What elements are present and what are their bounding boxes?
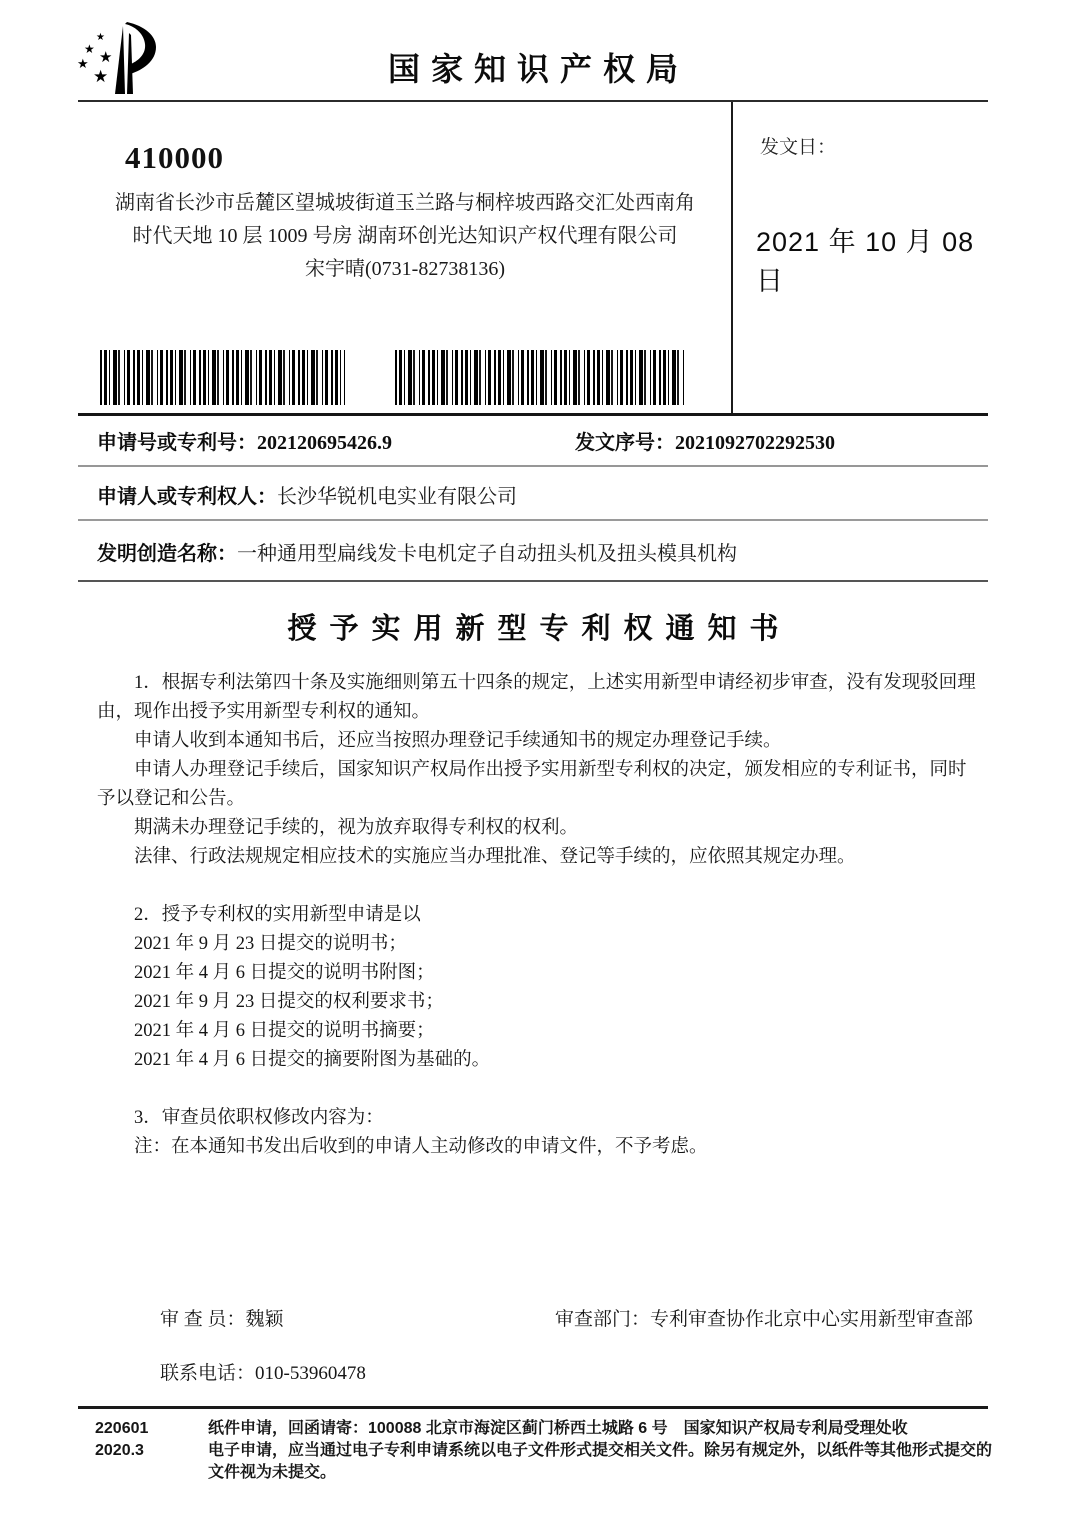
invention-title-row <box>78 523 988 582</box>
postal-code: 410000 <box>125 140 224 175</box>
body-paragraph: 法律、行政法规规定相应技术的实施应当办理批准、登记等手续的，应依照其规定办理。 <box>134 847 856 867</box>
body-paragraph: 2021 年 4 月 6 日提交的说明书附图； <box>134 963 435 983</box>
agency-title: 国家知识产权局 <box>387 51 689 87</box>
electronic-filing-note: 电子申请，应当通过电子专利申请系统以电子文件形式提交相关文件。除另有规定外，以纸件等其他形式提交的文件视为未提交。 <box>208 1442 993 1481</box>
phone-number: 010-53960478 <box>255 1363 366 1384</box>
body-paragraph: 1．根据专利法第四十条及实施细则第五十四条的规定，上述实用新型申请经初步审查，没有发现驳回理由，现作出授予实用新型专利权的通知。 <box>97 673 976 722</box>
dispatch-serial-group <box>575 426 835 455</box>
star-icon: ★ <box>96 32 105 43</box>
department-field <box>555 1304 973 1331</box>
body-paragraph: 2021 年 9 月 23 日提交的说明书； <box>134 934 407 954</box>
applicant-row <box>78 469 988 521</box>
address-line: 湖南省长沙市岳麓区望城坡街道玉兰路与桐梓坡西路交汇处西南角 <box>115 192 695 214</box>
dispatch-serial-value: 2021092702292530 <box>675 432 835 454</box>
form-version: 2020.3 <box>95 1442 144 1459</box>
paper-filing-note: 纸件申请，回函请寄：100088 北京市海淀区蓟门桥西土城路 6 号 国家知识产权局专利局受理处收 <box>208 1420 908 1437</box>
star-icon: ★ <box>84 42 95 56</box>
body-paragraph: 期满未办理登记手续的，视为放弃取得专利权的权利。 <box>134 818 579 838</box>
document-header <box>78 0 988 102</box>
star-icon: ★ <box>99 50 113 66</box>
barcode <box>395 350 685 405</box>
star-icon: ★ <box>77 56 89 71</box>
page-footer <box>78 1406 993 1484</box>
barcode <box>100 350 345 405</box>
department-name: 专利审查协作北京中心实用新型审查部 <box>650 1309 974 1330</box>
department-label: 审查部门： <box>555 1309 651 1330</box>
application-number-row <box>78 416 988 467</box>
body-paragraph: 注：在本通知书发出后收到的申请人主动修改的申请文件，不予考虑。 <box>134 1137 708 1157</box>
body-paragraph: 2021 年 4 月 6 日提交的说明书摘要； <box>134 1021 435 1041</box>
examiner-name: 魏颖 <box>245 1309 284 1330</box>
dispatch-date-label: 发文日： <box>760 137 837 158</box>
star-icon: ★ <box>93 67 109 86</box>
invention-title-value: 一种通用型扁线发卡电机定子自动扭头机及扭头模具机构 <box>237 543 737 565</box>
body-paragraph: 2．授予专利权的实用新型申请是以 <box>134 905 421 925</box>
contact-phone-field <box>160 1358 366 1385</box>
examiner-label: 审 查 员： <box>160 1309 246 1330</box>
applicant-label: 申请人或专利权人： <box>97 485 277 508</box>
notice-body <box>97 669 977 1162</box>
application-number-value: 202120695426.9 <box>257 432 392 454</box>
applicant-value: 长沙华锐机电实业有限公司 <box>277 485 517 508</box>
mailing-section <box>78 102 988 416</box>
examiner-field <box>160 1304 284 1331</box>
notice-title: 授予实用新型专利权通知书 <box>287 613 792 645</box>
body-paragraph: 申请人办理登记手续后，国家知识产权局作出授予实用新型专利权的决定，颁发相应的专利证书，同时予以登记和公告。 <box>97 760 967 809</box>
body-paragraph: 申请人收到本通知书后，还应当按照办理登记手续通知书的规定办理登记手续。 <box>134 731 782 751</box>
mailing-address <box>84 187 726 286</box>
dispatch-date-value: 2021 年 10 月 08 日 <box>756 227 975 296</box>
body-paragraph: 2021 年 4 月 6 日提交的摘要附图为基础的。 <box>134 1050 491 1070</box>
form-code: 220601 <box>95 1420 149 1437</box>
application-number-group <box>97 426 392 455</box>
dispatch-serial-label: 发文序号： <box>575 432 675 454</box>
address-line: 时代天地 10 层 1009 号房 湖南环创光达知识产权代理有限公司 <box>132 225 678 247</box>
application-number-label: 申请号或专利号： <box>97 432 257 454</box>
body-paragraph: 2021 年 9 月 23 日提交的权利要求书； <box>134 992 444 1012</box>
review-section <box>97 1304 977 1394</box>
phone-label: 联系电话： <box>160 1363 256 1384</box>
body-paragraph: 3．审查员依职权修改内容为： <box>134 1108 384 1128</box>
date-box-divider <box>731 102 733 413</box>
invention-title-label: 发明创造名称： <box>97 543 237 565</box>
footer-notes <box>208 1418 998 1484</box>
form-code-block <box>78 1418 208 1484</box>
address-contact-line: 宋宇晴(0731-82738136) <box>305 258 505 280</box>
